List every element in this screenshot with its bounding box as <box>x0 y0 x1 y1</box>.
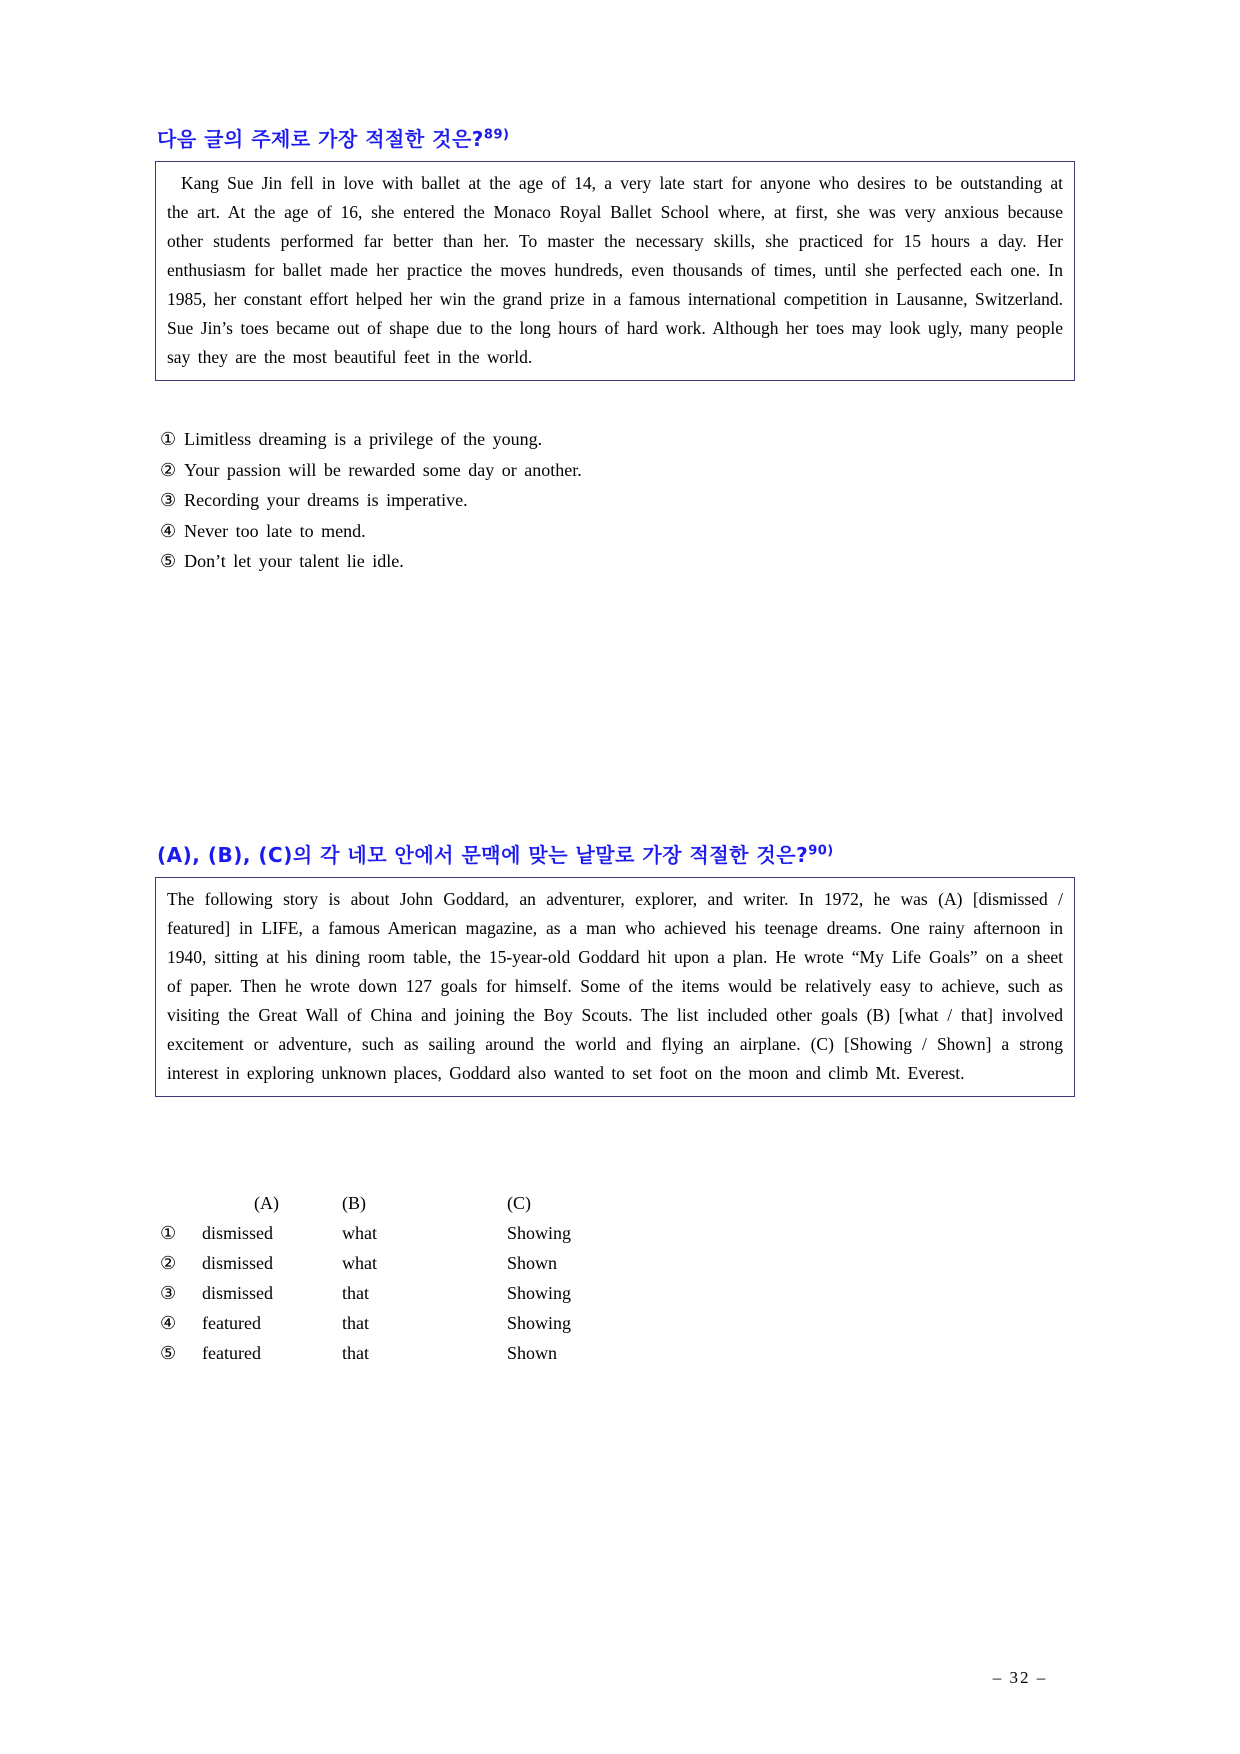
option-row-1 <box>160 1218 707 1248</box>
choice-2-marker: ② <box>160 459 177 480</box>
option-row-2-marker: ② <box>160 1253 177 1273</box>
option-row-5-marker: ⑤ <box>160 1343 177 1363</box>
option-row-2 <box>160 1248 707 1278</box>
option-table-header <box>160 1188 707 1218</box>
option-header-b: (B) <box>342 1193 366 1213</box>
choice-1 <box>160 424 1060 455</box>
question-90-passage-box <box>155 877 1075 1097</box>
option-row-4-a: featured <box>202 1313 261 1333</box>
question-90-passage-text: The following story is about John Goddard, an adventurer, explorer, and writer. In 1972, he was (A) [dismissed / featured] in LIFE, a famous American magazine, as a man who achieved his teenage dreams. One rainy afternoon in 1940, sitting at his dining room table, the 15-year-old Goddard hit upon a plan. He wrote “My Life Goals” on a sheet of paper. Then he wrote down 127 goals for himself. Some of the items would be relatively easy to achieve, such as visiting the Great Wall of China and joining the Boy Scouts. The list included other goals (B) [what / that] involved excitement or adventure, such as sailing around the world and flying an airplane. (C) [Showing / Shown] a strong interest in exploring unknown places, Goddard also wanted to set foot on the moon and climb Mt. Everest. <box>167 889 1063 1083</box>
option-row-1-c: Showing <box>507 1223 572 1243</box>
choice-4-text: Never too late to mend. <box>184 520 366 541</box>
question-89-prompt-text: 다음 글의 주제로 가장 적절한 것은? <box>157 127 484 151</box>
option-row-1-b: what <box>342 1223 377 1243</box>
option-row-3-a: dismissed <box>202 1283 274 1303</box>
choice-5-marker: ⑤ <box>160 551 177 571</box>
option-row-1-marker: ① <box>160 1223 177 1243</box>
choice-4 <box>160 516 1060 547</box>
choice-5-text: Don’t let your talent lie idle. <box>184 551 404 571</box>
option-row-2-c: Shown <box>507 1253 558 1273</box>
choice-2 <box>160 455 1060 486</box>
question-89-choices <box>160 424 1060 577</box>
option-row-4-b: that <box>342 1313 369 1333</box>
option-row-4-marker: ④ <box>160 1313 177 1333</box>
choice-2-text: Your passion will be rewarded some day or another. <box>184 459 582 480</box>
question-89-passage-box <box>155 161 1075 381</box>
option-row-2-a: dismissed <box>202 1253 274 1273</box>
choice-3-text: Recording your dreams is imperative. <box>184 490 468 510</box>
choice-1-text: Limitless dreaming is a privilege of the young. <box>184 429 543 449</box>
question-89-prompt <box>157 126 1087 152</box>
choice-4-marker: ④ <box>160 520 177 541</box>
option-row-1-a: dismissed <box>202 1223 274 1243</box>
option-row-3-b: that <box>342 1283 369 1303</box>
page-number: – 32 – <box>992 1668 1048 1687</box>
question-90-prompt-text: (A), (B), (C)의 각 네모 안에서 문맥에 맞는 낱말로 가장 적절한 것은? <box>157 843 809 867</box>
option-row-3 <box>160 1278 707 1308</box>
choice-5 <box>160 546 1060 577</box>
option-row-3-c: Showing <box>507 1283 572 1303</box>
option-row-4 <box>160 1308 707 1338</box>
option-row-2-b: what <box>342 1253 377 1273</box>
question-89-passage-text: Kang Sue Jin fell in love with ballet at the age of 14, a very late start for anyone who desires to be outstanding at the art. At the age of 16, she entered the Monaco Royal Ballet School where, at first, she was very anxious because other students performed far better than her. To master the necessary skills, she practiced for 15 hours a day. Her enthusiasm for ballet made her practice the moves hundreds, even thousands of times, until she perfected each one. In 1985, her constant effort helped her win the grand prize in a famous international competition in Lausanne, Switzerland. Sue Jin’s toes became out of shape due to the long hours of hard work. Although her toes may look ugly, many people say they are the most beautiful feet in the world. <box>167 173 1063 367</box>
option-row-3-marker: ③ <box>160 1283 177 1303</box>
option-row-5-c: Shown <box>507 1343 558 1363</box>
option-header-c: (C) <box>507 1193 531 1213</box>
option-row-5 <box>160 1338 707 1368</box>
choice-3-marker: ③ <box>160 490 177 510</box>
option-row-5-a: featured <box>202 1343 261 1363</box>
question-89-footnote: 89) <box>483 127 510 143</box>
question-90-footnote: 90) <box>808 843 834 859</box>
option-row-5-b: that <box>342 1343 369 1363</box>
question-90-option-table <box>160 1188 707 1368</box>
choice-3 <box>160 485 1060 516</box>
option-row-4-c: Showing <box>507 1313 572 1333</box>
question-90-prompt <box>157 842 1087 868</box>
choice-1-marker: ① <box>160 429 177 449</box>
option-header-a: (A) <box>254 1193 279 1213</box>
